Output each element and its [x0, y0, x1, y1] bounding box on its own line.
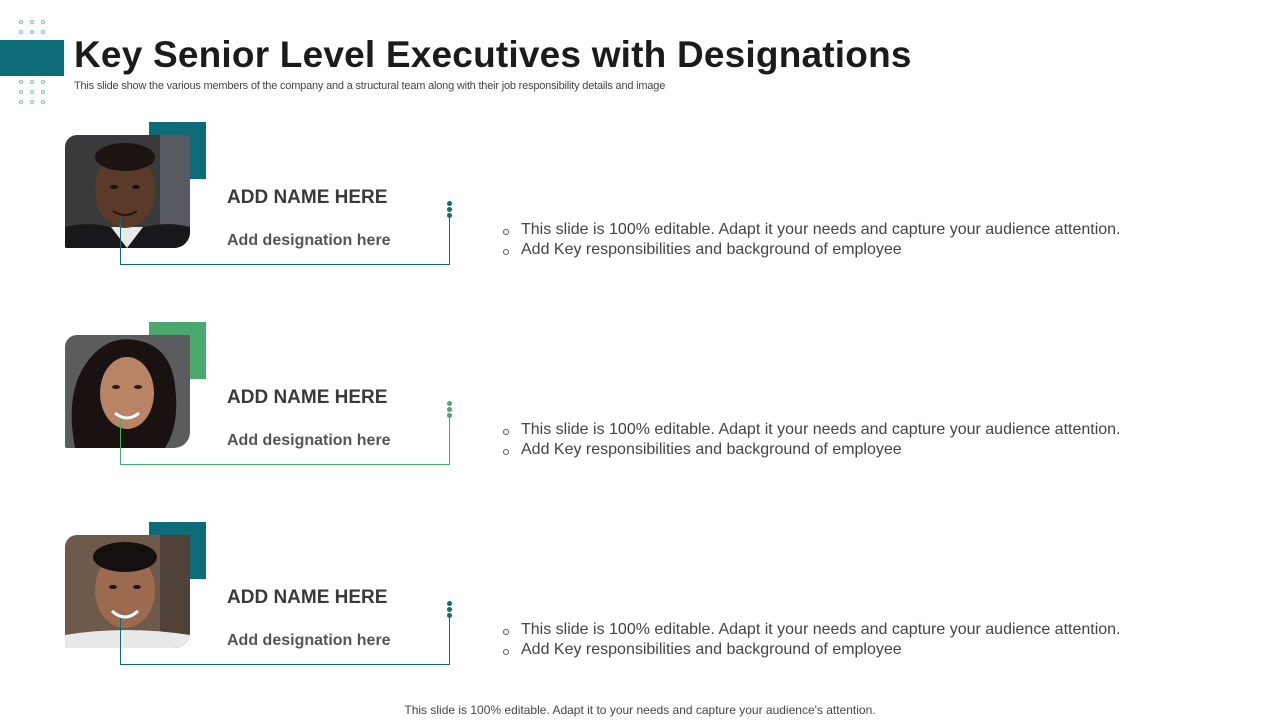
- title-accent-bar: [0, 40, 64, 76]
- executive-name: ADD NAME HERE: [227, 387, 388, 408]
- footer-note: This slide is 100% editable. Adapt it to your needs and capture your audience's attention.: [404, 703, 876, 717]
- responsibility-list: [500, 420, 1121, 460]
- executive-designation: Add designation here: [227, 432, 391, 449]
- page-subtitle: This slide show the various members of the company and a structural team along with their job responsibility details and image: [74, 80, 666, 92]
- responsibility-item: This slide is 100% editable. Adapt it your needs and capture your audience attention.: [500, 420, 1121, 440]
- executive-row-2: [0, 322, 1280, 482]
- responsibility-item: Add Key responsibilities and background of employee: [500, 240, 1121, 260]
- executive-name: ADD NAME HERE: [227, 587, 388, 608]
- responsibility-item: This slide is 100% editable. Adapt it your needs and capture your audience attention.: [500, 220, 1121, 240]
- responsibility-item: Add Key responsibilities and background of employee: [500, 640, 1121, 660]
- responsibility-item: Add Key responsibilities and background of employee: [500, 440, 1121, 460]
- vertical-dots-icon: [447, 401, 452, 419]
- vertical-dots-icon: [447, 201, 452, 219]
- executive-row-1: [0, 122, 1280, 282]
- vertical-dots-icon: [447, 601, 452, 619]
- responsibility-list: [500, 220, 1121, 260]
- page-title: Key Senior Level Executives with Designations: [74, 34, 912, 75]
- executive-designation: Add designation here: [227, 232, 391, 249]
- executive-designation: Add designation here: [227, 632, 391, 649]
- responsibility-list: [500, 620, 1121, 660]
- executive-name: ADD NAME HERE: [227, 187, 388, 208]
- executive-row-3: [0, 522, 1280, 682]
- responsibility-item: This slide is 100% editable. Adapt it your needs and capture your audience attention.: [500, 620, 1121, 640]
